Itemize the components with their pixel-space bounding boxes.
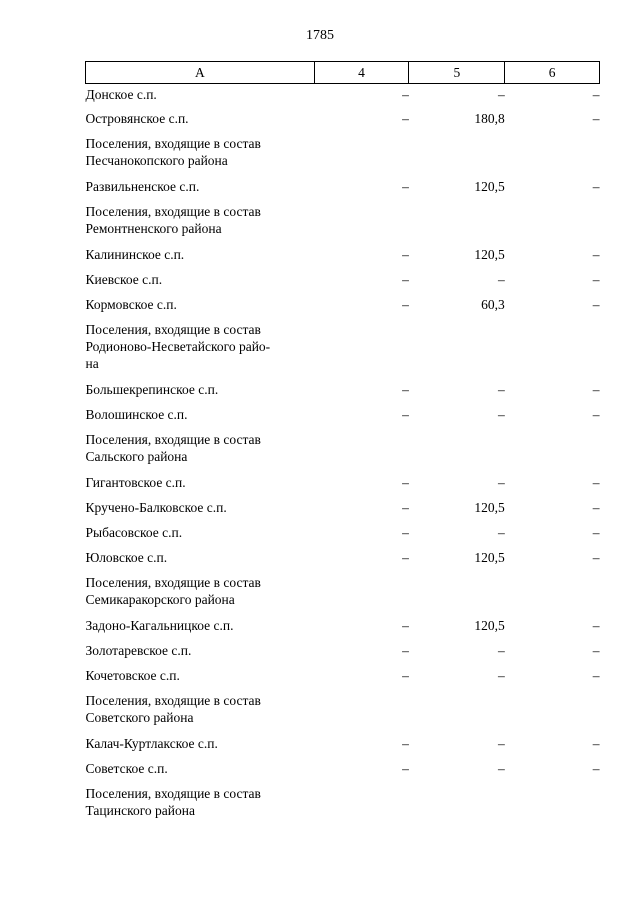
- table-row: [86, 406, 600, 431]
- group-header-row: [86, 785, 600, 828]
- group-header-row: [86, 692, 600, 735]
- value-col-6: –: [592, 297, 600, 312]
- value-col-4: –: [402, 668, 409, 683]
- group-header-line: Ремонтненского района: [85, 221, 222, 236]
- empty-cell: [409, 692, 505, 735]
- value-col-4: –: [402, 761, 409, 776]
- settlement-name: Кормовское с.п.: [85, 297, 177, 312]
- value-col-5: –: [497, 761, 505, 776]
- settlement-name: Задоно-Кагальницкое с.п.: [85, 618, 234, 633]
- group-header-line: Поселения, входящие в состав: [85, 432, 261, 447]
- empty-cell: [409, 785, 505, 828]
- table-row: [86, 381, 600, 406]
- value-col-4: –: [402, 179, 409, 194]
- group-header-line: Семикаракорского района: [85, 592, 235, 607]
- group-header-line: Родионово-Несветайского райо-: [85, 339, 271, 354]
- value-col-6: –: [592, 247, 600, 262]
- group-header-line: Поселения, входящие в состав: [85, 204, 261, 219]
- empty-cell: [409, 574, 505, 617]
- value-col-6: –: [592, 668, 600, 683]
- value-col-6: –: [592, 525, 600, 540]
- group-header-row: [86, 203, 600, 246]
- table-row: [86, 760, 600, 785]
- group-header-line: Песчанокопского района: [85, 153, 228, 168]
- group-header-row: [86, 321, 600, 381]
- value-col-4: –: [402, 111, 409, 126]
- group-header-line: Поселения, входящие в состав: [85, 786, 261, 801]
- settlement-name: Калач-Куртлакское с.п.: [85, 736, 218, 751]
- settlement-name: Киевское с.п.: [85, 272, 163, 287]
- empty-cell: [505, 431, 600, 474]
- settlement-name: Юловское с.п.: [85, 550, 168, 565]
- settlement-name: Гигантовское с.п.: [85, 475, 186, 490]
- value-col-5: 180,8: [474, 111, 505, 126]
- empty-cell: [314, 203, 409, 246]
- value-col-5: –: [497, 643, 505, 658]
- table-row: [86, 617, 600, 642]
- group-header-line: на: [85, 356, 99, 371]
- table-row: [86, 84, 600, 111]
- settlement-name: Кручено-Балковское с.п.: [85, 500, 227, 515]
- value-col-5: 120,5: [474, 550, 505, 565]
- value-col-4: –: [402, 525, 409, 540]
- group-header-row: [86, 431, 600, 474]
- table-row: [86, 246, 600, 271]
- empty-cell: [314, 785, 409, 828]
- group-header-line: Поселения, входящие в состав: [85, 322, 261, 337]
- value-col-4: –: [402, 407, 409, 422]
- group-header-cell: [86, 431, 315, 474]
- value-col-4: –: [402, 87, 409, 102]
- value-col-4: –: [402, 643, 409, 658]
- empty-cell: [314, 692, 409, 735]
- group-header-line: Поселения, входящие в состав: [85, 136, 261, 151]
- value-col-5: –: [497, 475, 505, 490]
- table-row: [86, 667, 600, 692]
- column-header-a: A: [86, 62, 315, 84]
- settlement-name: Большекрепинское с.п.: [85, 382, 219, 397]
- empty-cell: [314, 135, 409, 178]
- value-col-5: 120,5: [474, 618, 505, 633]
- value-col-5: –: [497, 668, 505, 683]
- empty-cell: [314, 574, 409, 617]
- settlement-name: Островянское с.п.: [85, 111, 189, 126]
- table-row: [86, 524, 600, 549]
- empty-cell: [505, 321, 600, 381]
- column-header-4: 4: [314, 62, 409, 84]
- value-col-5: –: [497, 407, 505, 422]
- page-number: 1785: [306, 28, 334, 43]
- value-col-6: –: [592, 382, 600, 397]
- settlement-name: Калининское с.п.: [85, 247, 185, 262]
- value-col-5: –: [497, 736, 505, 751]
- column-header-6: 6: [505, 62, 600, 84]
- value-col-5: 120,5: [474, 247, 505, 262]
- value-col-6: –: [592, 761, 600, 776]
- value-col-4: –: [402, 618, 409, 633]
- empty-cell: [409, 135, 505, 178]
- value-col-5: –: [497, 272, 505, 287]
- table-row: [86, 735, 600, 760]
- empty-cell: [409, 431, 505, 474]
- value-col-4: –: [402, 475, 409, 490]
- value-col-6: –: [592, 272, 600, 287]
- value-col-6: –: [592, 475, 600, 490]
- group-header-line: Поселения, входящие в состав: [85, 575, 261, 590]
- value-col-4: –: [402, 247, 409, 262]
- settlement-name: Советское с.п.: [85, 761, 168, 776]
- value-col-6: –: [592, 643, 600, 658]
- group-header-line: Сальского района: [85, 449, 188, 464]
- table-row: [86, 296, 600, 321]
- value-col-6: –: [592, 736, 600, 751]
- value-col-6: –: [592, 179, 600, 194]
- settlement-name: Волошинское с.п.: [85, 407, 188, 422]
- empty-cell: [314, 431, 409, 474]
- group-header-cell: [86, 135, 315, 178]
- group-header-line: Тацинского района: [85, 803, 195, 818]
- value-col-5: –: [497, 382, 505, 397]
- table-body: [86, 84, 600, 829]
- value-col-6: –: [592, 500, 600, 515]
- empty-cell: [314, 321, 409, 381]
- empty-cell: [505, 135, 600, 178]
- value-col-6: –: [592, 407, 600, 422]
- group-header-line: Советского района: [85, 710, 194, 725]
- settlement-name: Рыбасовское с.п.: [85, 525, 183, 540]
- group-header-cell: [86, 321, 315, 381]
- value-col-6: –: [592, 550, 600, 565]
- budget-table: [85, 61, 600, 828]
- settlement-name: Развильненское с.п.: [85, 179, 200, 194]
- value-col-5: –: [497, 525, 505, 540]
- table-header-row: [86, 62, 600, 84]
- empty-cell: [505, 692, 600, 735]
- settlement-name: Золотаревское с.п.: [85, 643, 192, 658]
- value-col-6: –: [592, 111, 600, 126]
- group-header-cell: [86, 574, 315, 617]
- value-col-4: –: [402, 272, 409, 287]
- group-header-row: [86, 574, 600, 617]
- value-col-4: –: [402, 297, 409, 312]
- group-header-cell: [86, 785, 315, 828]
- table-row: [86, 271, 600, 296]
- table-row: [86, 499, 600, 524]
- value-col-4: –: [402, 550, 409, 565]
- value-col-5: 60,3: [481, 297, 505, 312]
- empty-cell: [505, 203, 600, 246]
- value-col-4: –: [402, 382, 409, 397]
- empty-cell: [505, 785, 600, 828]
- value-col-5: 120,5: [474, 179, 505, 194]
- table-row: [86, 642, 600, 667]
- settlement-name: Кочетовское с.п.: [85, 668, 180, 683]
- value-col-5: 120,5: [474, 500, 505, 515]
- value-col-5: –: [497, 87, 505, 102]
- column-header-5: 5: [409, 62, 505, 84]
- empty-cell: [505, 574, 600, 617]
- group-header-cell: [86, 203, 315, 246]
- value-col-4: –: [402, 500, 409, 515]
- value-col-4: –: [402, 736, 409, 751]
- group-header-row: [86, 135, 600, 178]
- value-col-6: –: [592, 87, 600, 102]
- group-header-cell: [86, 692, 315, 735]
- settlement-name: Донское с.п.: [85, 87, 157, 102]
- table-row: [86, 549, 600, 574]
- value-col-6: –: [592, 618, 600, 633]
- empty-cell: [409, 203, 505, 246]
- table-row: [86, 474, 600, 499]
- table-row: [86, 110, 600, 135]
- empty-cell: [409, 321, 505, 381]
- table-row: [86, 178, 600, 203]
- group-header-line: Поселения, входящие в состав: [85, 693, 261, 708]
